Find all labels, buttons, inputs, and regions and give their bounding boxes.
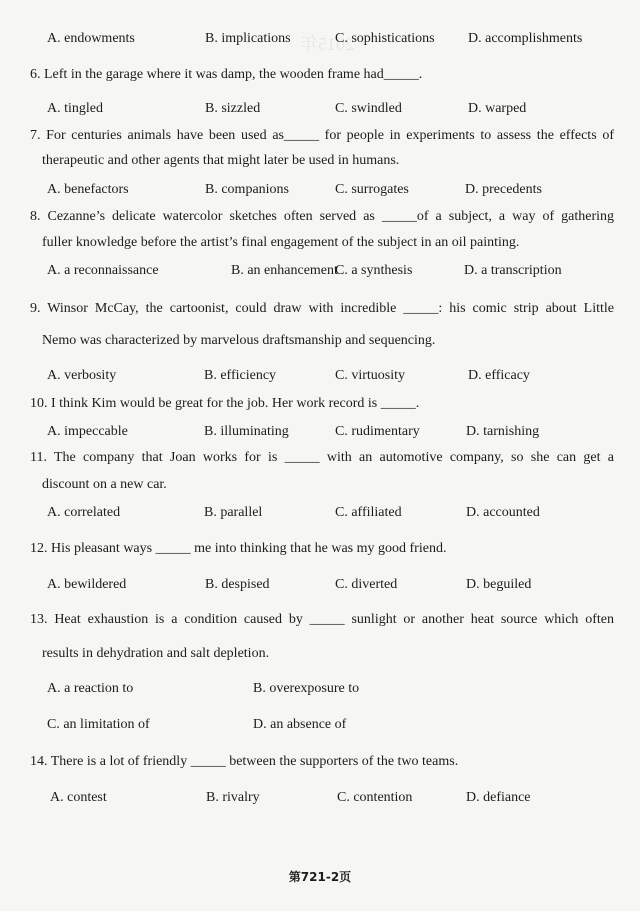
question-8: 8. Cezanne’s delicate watercolor sketches often served as _____of a subject, a way of gathering [30, 209, 614, 224]
option-6c: C. swindled [335, 101, 402, 116]
page-number: 第721-2页 [288, 870, 352, 884]
option-13a: A. a reaction to [47, 681, 134, 696]
option-13b: B. overexposure to [253, 681, 360, 696]
option-7c: C. surrogates [335, 182, 409, 197]
question-13: 13. Heat exhaustion is a condition caused by _____ sunlight or another heat source which often [30, 612, 614, 627]
option-6d: D. warped [468, 101, 527, 116]
question-14: 14. There is a lot of friendly _____ between the supporters of the two teams. [30, 754, 459, 769]
option-10b: B. illuminating [204, 424, 289, 439]
option-5d: D. accomplishments [468, 31, 583, 46]
question-13-cont: results in dehydration and salt depletion. [42, 646, 270, 661]
option-6b: B. sizzled [205, 101, 261, 116]
question-7: 7. For centuries animals have been used as_____ for people in experiments to assess the effects of [30, 128, 614, 143]
option-11c: C. affiliated [335, 505, 402, 520]
option-12d: D. beguiled [466, 577, 532, 592]
option-8b: B. an enhancement [231, 263, 338, 278]
option-10c: C. rudimentary [335, 424, 420, 439]
option-14b: B. rivalry [206, 790, 260, 805]
option-13c: C. an limitation of [47, 717, 150, 732]
option-7b: B. companions [205, 182, 289, 197]
option-7a: A. benefactors [47, 182, 129, 197]
option-9c: C. virtuosity [335, 368, 406, 383]
option-9b: B. efficiency [204, 368, 277, 383]
option-9a: A. verbosity [47, 368, 117, 383]
option-12a: A. bewildered [47, 577, 127, 592]
question-11: 11. The company that Joan works for is _____ with an automotive company, so she can get a [30, 450, 614, 465]
question-10: 10. I think Kim would be great for the job. Her work record is _____. [30, 396, 420, 411]
question-9-cont: Nemo was characterized by marvelous draftsmanship and sequencing. [42, 333, 436, 348]
option-11b: B. parallel [204, 505, 263, 520]
option-14c: C. contention [337, 790, 413, 805]
option-14a: A. contest [50, 790, 107, 805]
option-11a: A. correlated [47, 505, 121, 520]
question-7-cont: therapeutic and other agents that might later be used in humans. [42, 153, 400, 168]
option-6a: A. tingled [47, 101, 103, 116]
option-5a: A. endowments [47, 31, 135, 46]
question-11-cont: discount on a new car. [42, 477, 167, 492]
question-9: 9. Winsor McCay, the cartoonist, could draw with incredible _____: his comic strip about Little [30, 301, 614, 316]
option-12c: C. diverted [335, 577, 398, 592]
option-8a: A. a reconnaissance [47, 263, 159, 278]
option-14d: D. defiance [466, 790, 531, 805]
option-10a: A. impeccable [47, 424, 128, 439]
option-10d: D. tarnishing [466, 424, 540, 439]
question-8-cont: fuller knowledge before the artist’s final engagement of the subject in an oil painting. [42, 235, 520, 250]
option-5c: C. sophistications [335, 31, 435, 46]
question-6: 6. Left in the garage where it was damp, the wooden frame had_____. [30, 67, 423, 82]
option-12b: B. despised [205, 577, 270, 592]
option-11d: D. accounted [466, 505, 540, 520]
option-7d: D. precedents [465, 182, 542, 197]
option-5b: B. implications [205, 31, 291, 46]
option-9d: D. efficacy [468, 368, 530, 383]
question-12: 12. His pleasant ways _____ me into thinking that he was my good friend. [30, 541, 447, 556]
option-8d: D. a transcription [464, 263, 562, 278]
option-13d: D. an absence of [253, 717, 347, 732]
option-8c: C. a synthesis [335, 263, 413, 278]
bleed-through: 2015年 [300, 34, 354, 54]
